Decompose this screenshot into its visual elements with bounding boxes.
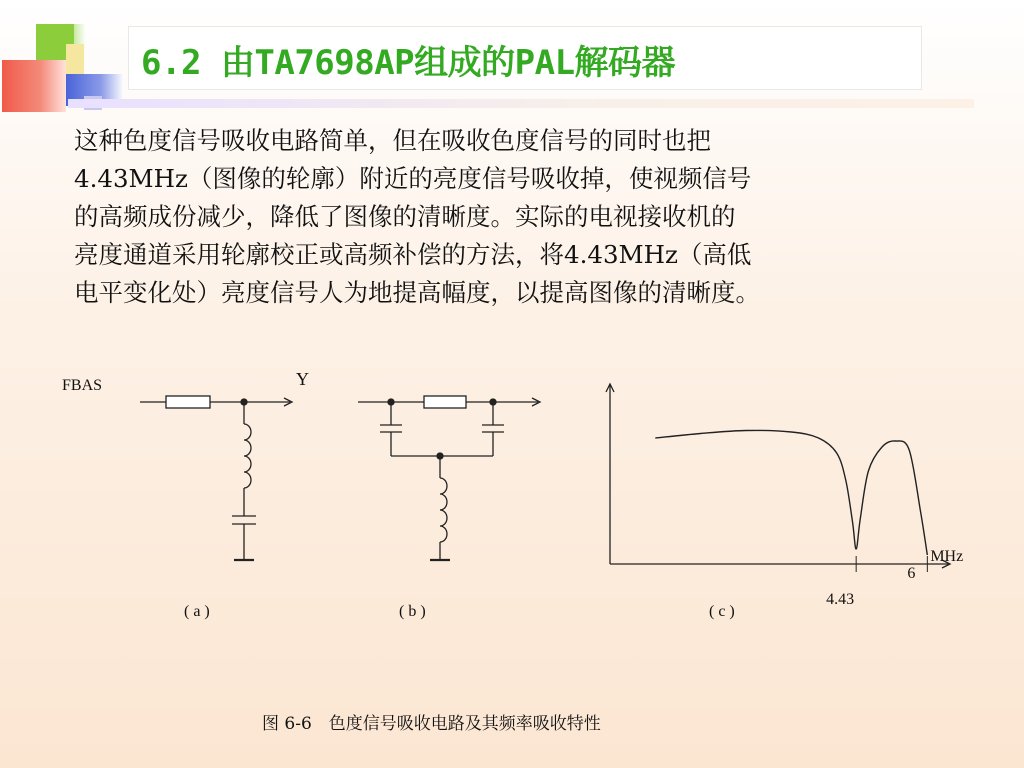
chart-series-line: [655, 430, 927, 555]
paragraph-line: 电平变化处）亮度信号人为地提高幅度，以提高图像的清晰度。: [74, 278, 760, 307]
resistor-a: [166, 396, 210, 408]
frequency-response-chart: [606, 384, 963, 608]
chart-tick-label-6: 6: [907, 565, 916, 582]
circuit-b: [358, 396, 540, 560]
paragraph-line: 亮度通道采用轮廓校正或高频补偿的方法，将4.43MHz（高低: [74, 240, 752, 269]
paragraph-line: 这种色度信号吸收电路简单，但在吸收色度信号的同时也把: [74, 126, 711, 155]
chart-x-axis-unit: MHz: [930, 548, 964, 565]
sublabel-b: ( b ): [399, 603, 426, 620]
sublabel-a: ( a ): [184, 603, 210, 620]
sublabel-c: ( c ): [709, 603, 735, 620]
paragraph-line: 4.43MHz（图像的轮廓）附近的亮度信号吸收掉，使视频信号: [74, 164, 752, 193]
page-title: 6.2 由TA7698AP组成的PAL解码器: [141, 43, 676, 83]
circuit-a: [140, 396, 292, 560]
chart-tick-label-4-43: 4.43: [826, 591, 855, 608]
label-fbas: FBAS: [62, 377, 103, 394]
inductor-b: [440, 478, 447, 542]
figure-caption: 图 6-6 色度信号吸收电路及其频率吸收特性: [262, 714, 601, 734]
resistor-b: [424, 396, 466, 408]
paragraph-line: 的高频成份减少，降低了图像的清晰度。实际的电视接收机的: [74, 202, 736, 231]
inductor-a: [244, 424, 251, 488]
label-y: Y: [296, 369, 309, 389]
